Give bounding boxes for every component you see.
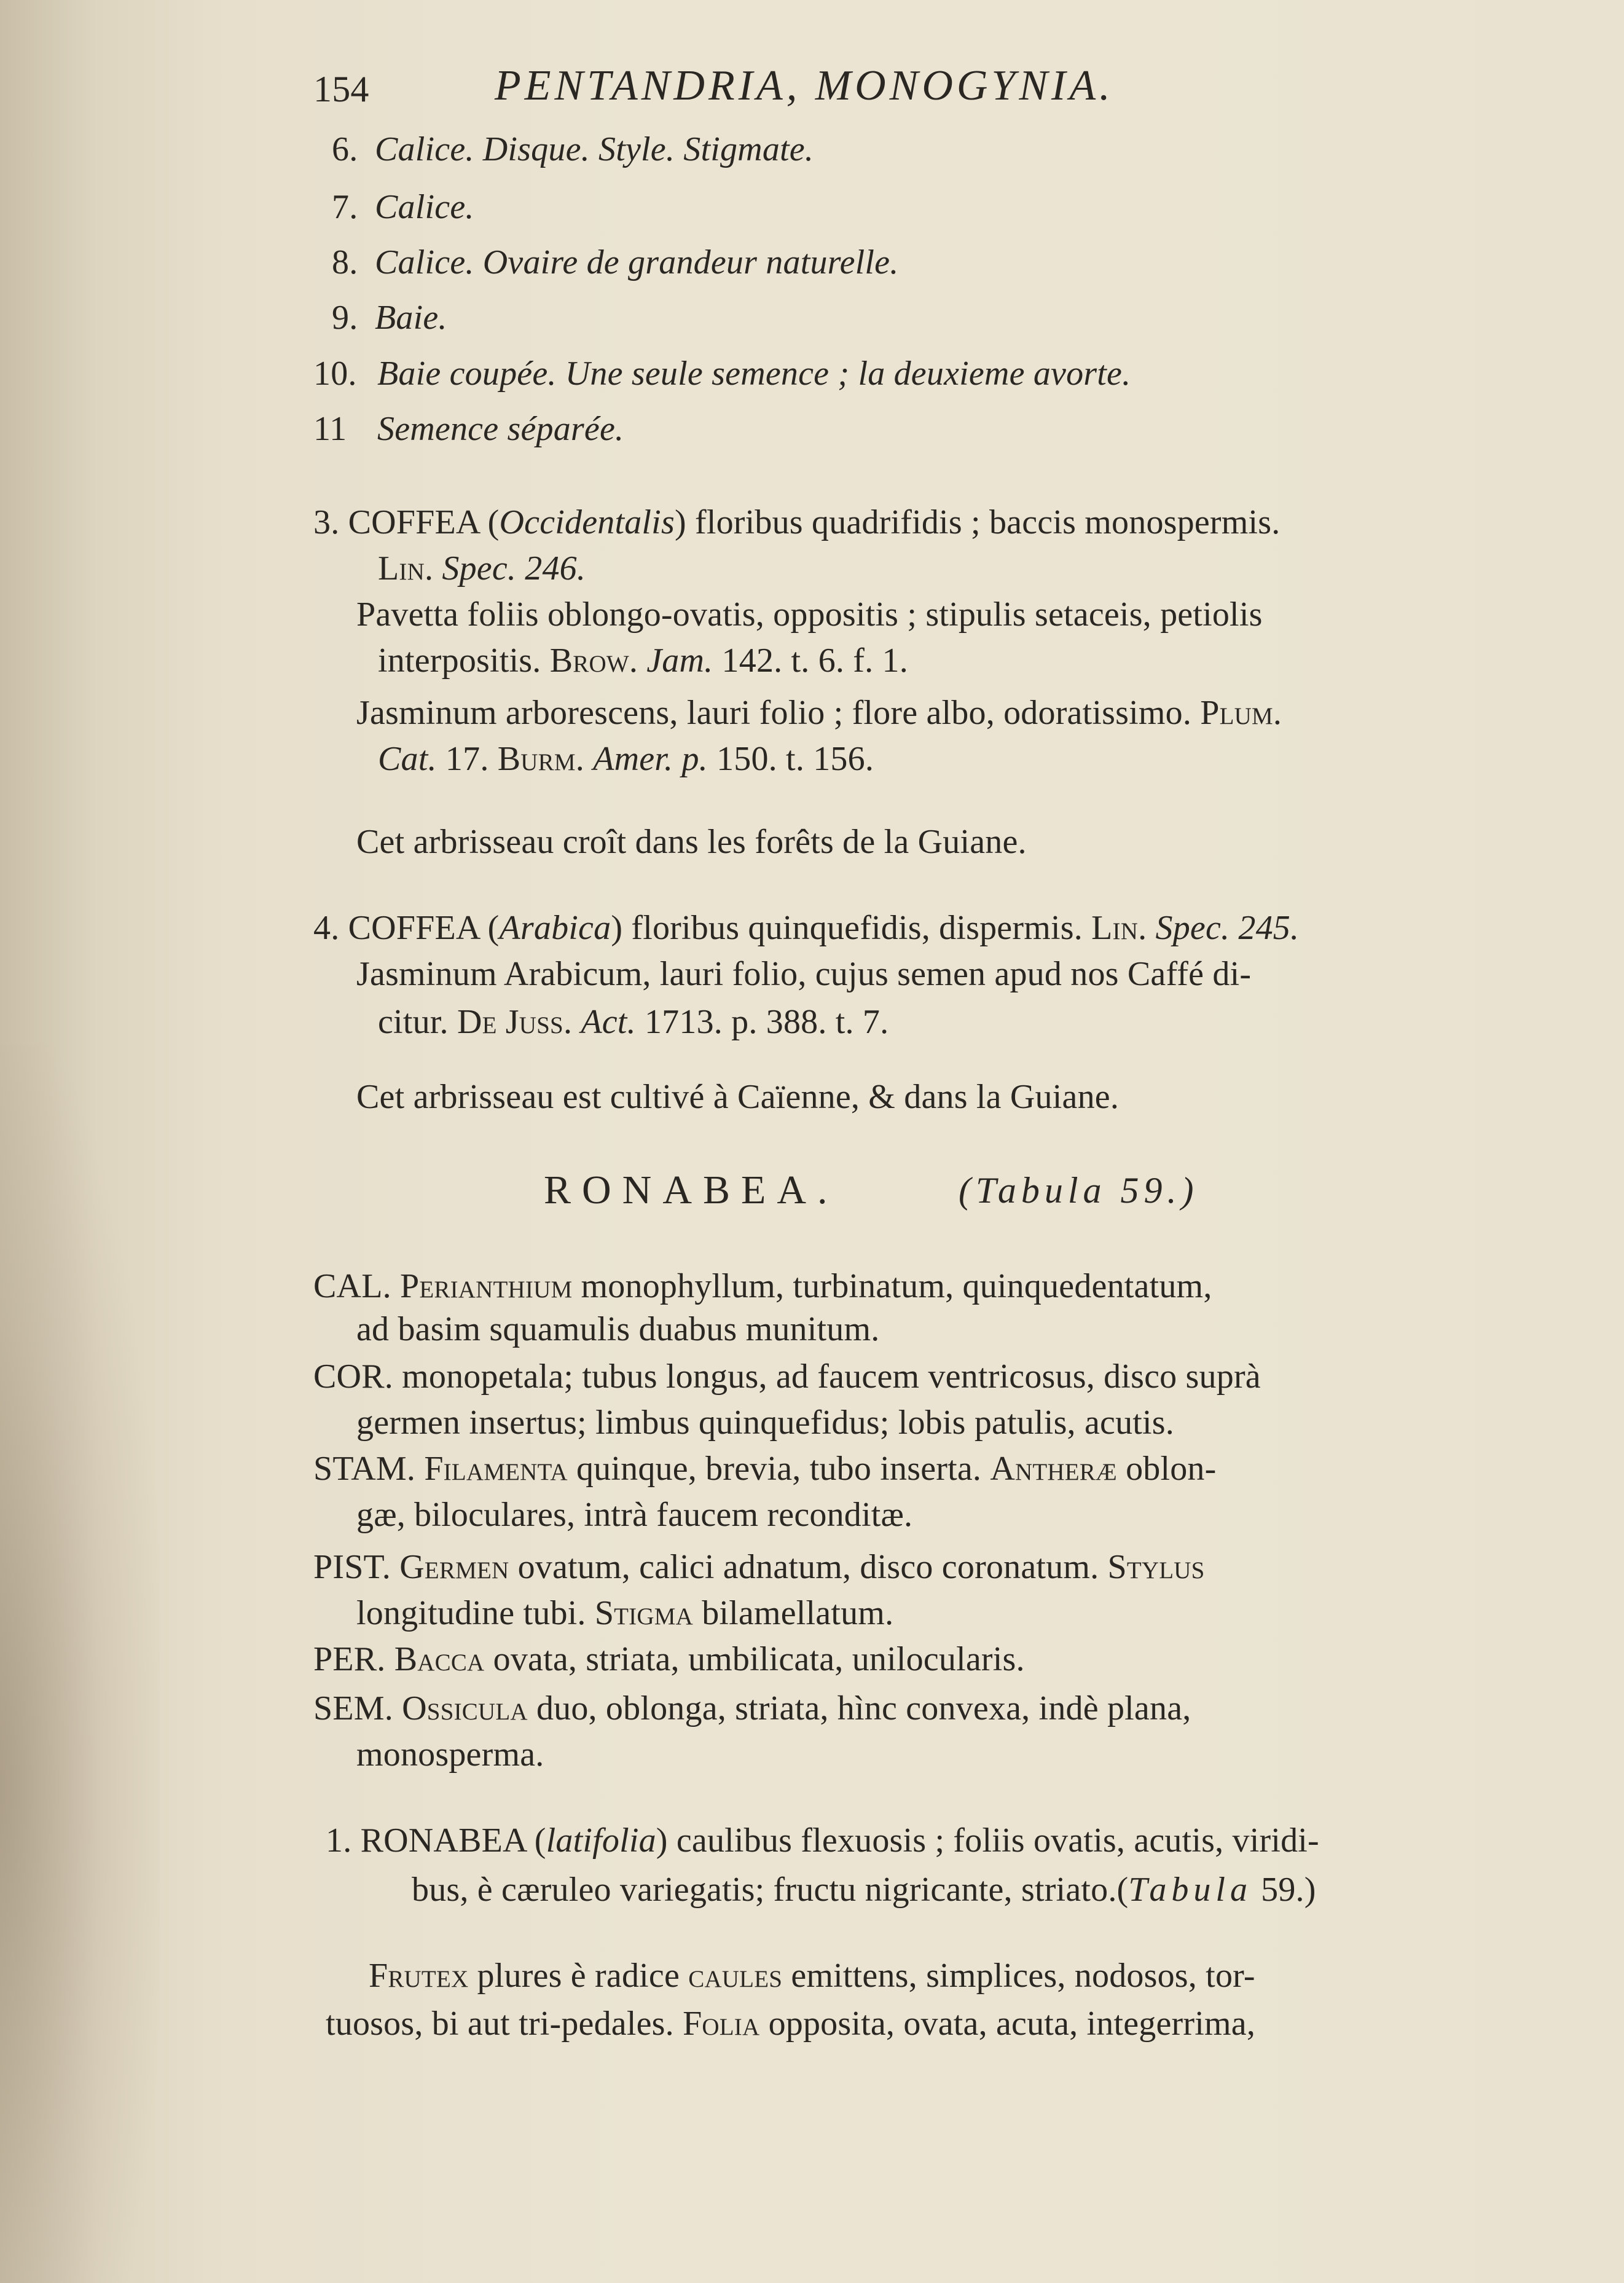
species-coffea-occidentalis: 3. COFFEA (Occidentalis) floribus quadrifidis ; baccis monospermis. [313, 503, 1281, 541]
character-seed: SEM. Ossicula duo, oblonga, striata, hìnc convexa, indè plana, [313, 1689, 1191, 1727]
figure-list-item: 6. Calice. Disque. Style. Stigmate. [332, 130, 814, 168]
species-ronabea-latifolia: 1. RONABEA (latifolia) caulibus flexuosis ; foliis ovatis, acutis, viridi- [326, 1821, 1319, 1860]
character-corolla-cont: germen insertus; limbus quinquefidus; lobis patulis, acutis. [356, 1404, 1174, 1442]
habitat-line: Cet arbrisseau est cultivé à Caïenne, & dans la Guiane. [356, 1078, 1120, 1116]
synonym-line: Pavetta foliis oblongo-ovatis, oppositis ; stipulis setaceis, petiolis [356, 595, 1263, 634]
species-coffea-arabica: 4. COFFEA (Arabica) floribus quinquefidis, dispermis. Lin. Spec. 245. [313, 909, 1300, 947]
description-line: Frutex plures è radice caules emittens, simplices, nodosos, tor- [369, 1957, 1255, 1995]
character-calyx-cont: ad basim squamulis duabus munitum. [356, 1310, 880, 1348]
description-line: tuosos, bi aut tri-pedales. Folia opposita, ovata, acuta, integerrima, [326, 2005, 1256, 2043]
character-calyx: CAL. Perianthium monophyllum, turbinatum, quinquedentatum, [313, 1267, 1212, 1305]
reference-line: Lin. Spec. 246. [378, 549, 586, 587]
genus-tabula: (Tabula 59.) [959, 1170, 1199, 1211]
character-stamens-cont: gæ, biloculares, intrà faucem reconditæ. [356, 1496, 913, 1534]
habitat-line: Cet arbrisseau croît dans les forêts de la Guiane. [356, 823, 1027, 861]
character-pericarp: PER. Bacca ovata, striata, umbilicata, unilocularis. [313, 1640, 1025, 1678]
character-stamens: STAM. Filamenta quinque, brevia, tubo inserta. Antheræ oblon- [313, 1450, 1217, 1488]
character-pistil-cont: longitudine tubi. Stigma bilamellatum. [356, 1594, 894, 1632]
page-edge-shadow [0, 1045, 160, 2283]
character-corolla: COR. monopetala; tubus longus, ad faucem ventricosus, disco suprà [313, 1358, 1261, 1396]
figure-list-item: 10. Baie coupée. Une seule semence ; la deuxieme avorte. [313, 355, 1131, 393]
figure-list-item: 8. Calice. Ovaire de grandeur naturelle. [332, 243, 899, 281]
synonym-line: Cat. 17. Burm. Amer. p. 150. t. 156. [378, 740, 874, 778]
character-pistil: PIST. Germen ovatum, calici adnatum, disco coronatum. Stylus [313, 1548, 1205, 1586]
genus-title: RONABEA. [544, 1168, 839, 1212]
figure-list-item: 7. Calice. [332, 188, 474, 226]
figure-list-item: 11 Semence séparée. [313, 410, 624, 448]
synonym-line: Jasminum arborescens, lauri folio ; flore albo, odoratissimo. Plum. [356, 694, 1282, 732]
synonym-line: Jasminum Arabicum, lauri folio, cujus semen apud nos Caffé di- [356, 955, 1252, 993]
character-seed-cont: monosperma. [356, 1735, 544, 1774]
figure-list-item: 9. Baie. [332, 299, 447, 337]
page-number: 154 [313, 69, 369, 109]
species-ronabea-latifolia-cont: bus, è cæruleo variegatis; fructu nigricante, striato.(Tabula 59.) [412, 1871, 1316, 1909]
synonym-line: citur. De Juss. Act. 1713. p. 388. t. 7. [378, 1003, 889, 1041]
synonym-line: interpositis. Brow. Jam. 142. t. 6. f. 1. [378, 642, 908, 680]
running-title: PENTANDRIA, MONOGYNIA. [495, 62, 1114, 109]
